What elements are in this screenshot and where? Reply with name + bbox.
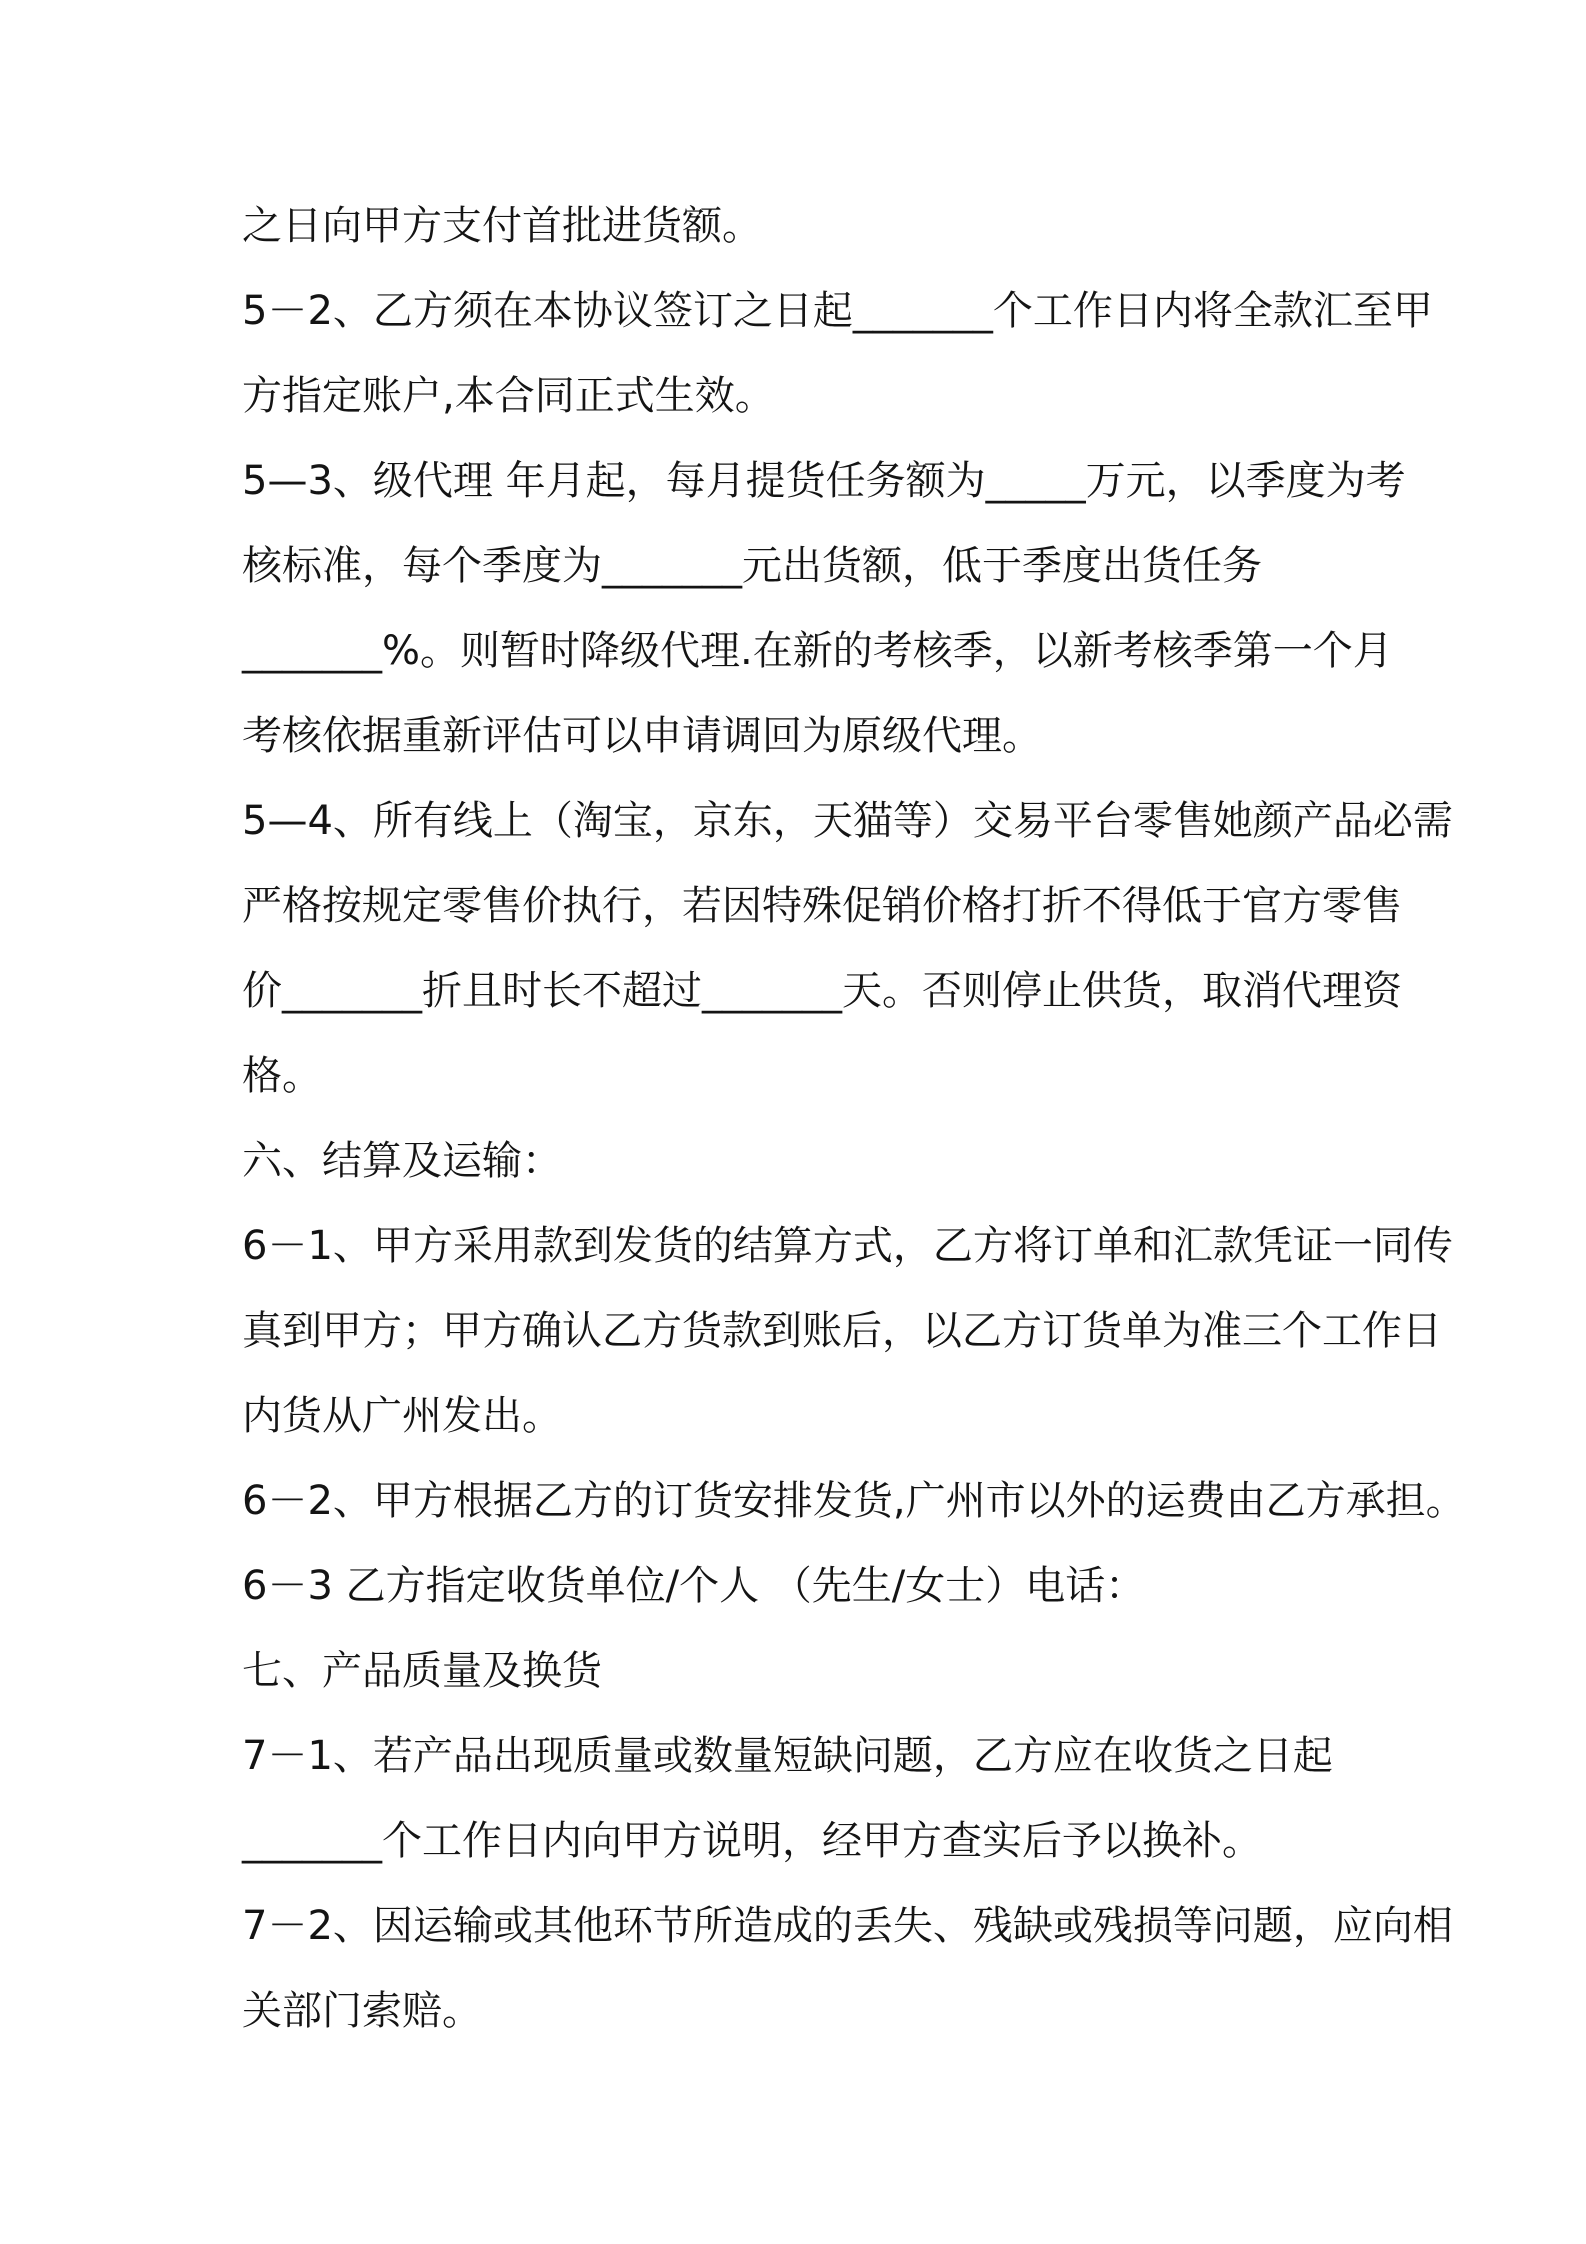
section-heading: 七、产品质量及换货	[242, 1648, 602, 1694]
text-line: 价_______折且时长不超过_______天。否则停止供货，取消代理资	[242, 968, 1402, 1014]
text-line: 真到甲方；甲方确认乙方货款到账后，以乙方订货单为准三个工作日	[242, 1308, 1442, 1354]
text-line: 方指定账户,本合同正式生效。	[242, 373, 775, 419]
text-line: 严格按规定零售价执行，若因特殊促销价格打折不得低于官方零售	[242, 883, 1402, 929]
text-line: 5—4、所有线上（淘宝，京东，天猫等）交易平台零售她颜产品必需	[242, 798, 1453, 844]
text-line: 5—3、级代理 年月起，每月提货任务额为_____万元，以季度为考	[242, 458, 1406, 504]
text-line: 内货从广州发出。	[242, 1393, 562, 1439]
text-line: 核标准，每个季度为_______元出货额，低于季度出货任务	[242, 543, 1262, 589]
text-line: 考核依据重新评估可以申请调回为原级代理。	[242, 713, 1042, 759]
section-heading: 六、结算及运输：	[242, 1138, 562, 1184]
text-line: 5－2、乙方须在本协议签订之日起_______个工作日内将全款汇至甲	[242, 288, 1433, 334]
text-line: _______个工作日内向甲方说明，经甲方查实后予以换补。	[242, 1818, 1262, 1864]
text-line: 之日向甲方支付首批进货额。	[242, 203, 762, 249]
text-line: 7－2、因运输或其他环节所造成的丢失、残缺或残损等问题，应向相	[242, 1903, 1453, 1949]
text-line: 关部门索赔。	[242, 1988, 482, 2034]
text-line: 格。	[242, 1053, 322, 1099]
text-line: 7－1、若产品出现质量或数量短缺问题，乙方应在收货之日起	[242, 1733, 1333, 1779]
text-line: _______%。则暂时降级代理.在新的考核季，以新考核季第一个月	[242, 628, 1393, 674]
text-line: 6－3 乙方指定收货单位/个人 （先生/女士）电话：	[242, 1563, 1146, 1609]
text-line: 6－2、甲方根据乙方的订货安排发货,广州市以外的运费由乙方承担。	[242, 1478, 1466, 1524]
text-line: 6－1、甲方采用款到发货的结算方式，乙方将订单和汇款凭证一同传	[242, 1223, 1453, 1269]
